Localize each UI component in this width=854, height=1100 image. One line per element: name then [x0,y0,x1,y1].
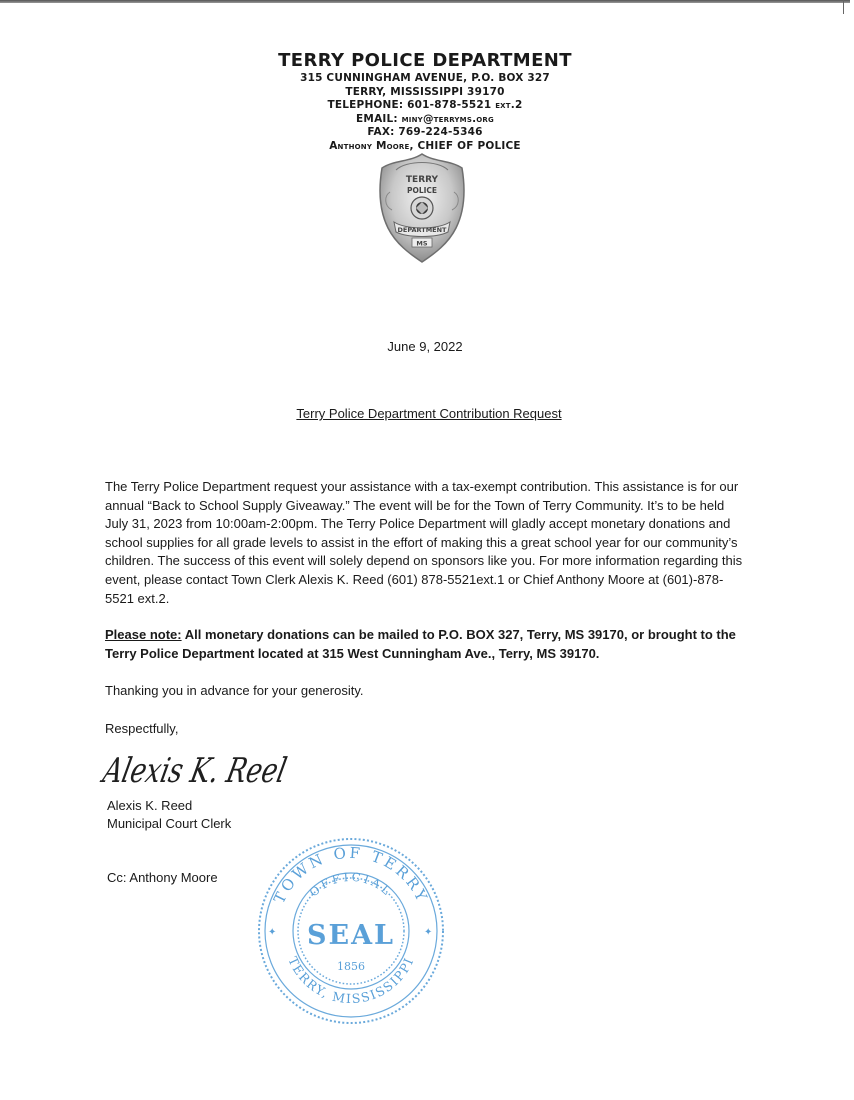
badge-mid-text: POLICE [406,186,438,195]
closing-line: Respectfully, [105,721,179,736]
chief-of-police: Anthony Moore, CHIEF OF POLICE [329,139,521,152]
seal-star-left-icon: ✦ [268,927,277,938]
signer-name: Alexis K. Reed [107,798,193,813]
letter-subject: Terry Police Department Contribution Request [296,406,562,421]
letterhead [0,50,850,154]
letter-body: The Terry Police Department request your assistance with a tax-exempt contribution. This assistance is for our annual “Back to School Supply Giveaway.” The event will be for the Town of Terry Community. It’s to be held July 31, 2023 from 10:00am-2:00pm. The Terry Police Department will gladly accept monetary donations and school supplies for all grade levels to assist in the effort of making this a great school year for our community’s children. The success of this event will solely depend on sponsors like you. For more information regarding this event, please contact Town Clerk Alexis K. Reed (601) 878-5521ext.1 or Chief Anthony Moore at (601)-878-5521 ext.2. [105,479,743,606]
scan-mark [843,0,844,14]
department-name: TERRY POLICE DEPARTMENT [278,50,572,71]
seal-outer-top-text: TOWN OF TERRY [270,843,432,907]
signature-text: Alexis K. Reel [99,751,346,791]
note-text: All monetary donations can be mailed to P.O. BOX 327, Terry, MS 39170, or brought to the Terry Police Department located at 315 West Cunningham Ave., Terry, MS 39170. [105,627,736,661]
department-email: EMAIL: miny@terryms.org [356,112,494,125]
handwritten-signature [98,742,346,796]
town-seal-stamp [256,836,446,1026]
department-address: 315 CUNNINGHAM AVENUE, P.O. BOX 327 [300,72,550,84]
cc-line: Cc: Anthony Moore [107,870,218,885]
letter-date: June 9, 2022 [387,339,463,354]
note-label: Please note: [105,627,182,642]
seal-year-text: 1856 [337,960,365,973]
badge-bottom-text: MS [416,239,428,248]
department-fax: FAX: 769-224-5346 [367,126,483,139]
department-city: TERRY, MISSISSIPPI 39170 [345,85,505,98]
seal-center-text: SEAL [306,920,396,951]
signer-title: Municipal Court Clerk [107,816,232,831]
note-paragraph [105,625,755,663]
seal-star-right-icon: ✦ [424,927,433,938]
badge-ribbon-text: DEPARTMENT [397,226,447,234]
signature-block [107,797,231,833]
department-telephone: TELEPHONE: 601-878-5521 ext.2 [327,99,523,112]
scan-edge [0,0,850,3]
thanks-line: Thanking you in advance for your generosity. [105,683,364,698]
seal-outer-bottom-text: TERRY, MISSISSIPPI [285,954,417,1007]
badge-top-text: TERRY [405,175,439,185]
seal-inner-top-text: OFFICIAL [306,869,396,900]
police-badge-icon [376,152,468,264]
